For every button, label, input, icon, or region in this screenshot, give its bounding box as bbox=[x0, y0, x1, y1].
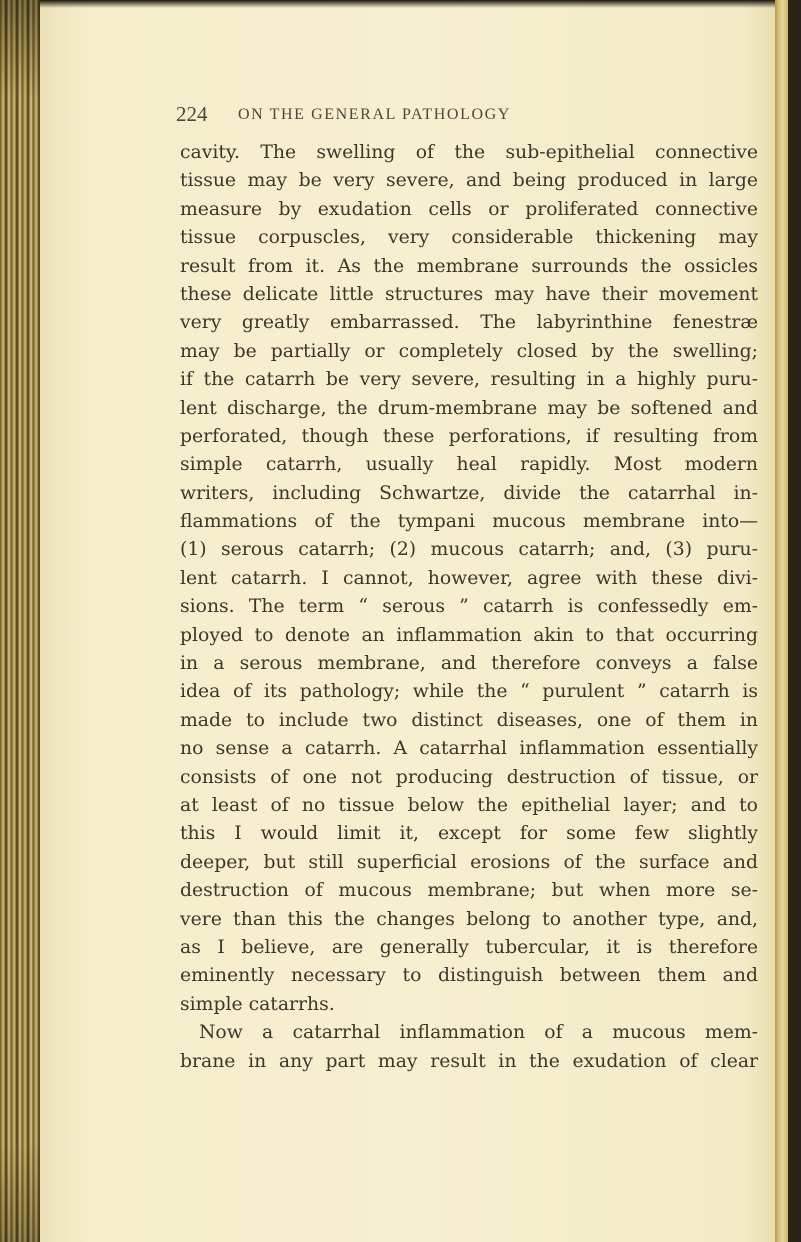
text-line: simple catarrh, usually heal rapidly. Most modern bbox=[180, 454, 758, 476]
text-line: flammations of the tympani mucous membrane into— bbox=[180, 511, 758, 533]
text-line: (1) serous catarrh; (2) mucous catarrh; and, (3) puru- bbox=[180, 539, 758, 561]
text-line: very greatly embarrassed. The labyrinthine fenestræ bbox=[180, 312, 758, 334]
text-line: idea of its pathology; while the “ purulent ” catarrh is bbox=[180, 681, 758, 703]
text-line: result from it. As the membrane surrounds the ossicles bbox=[180, 255, 758, 277]
text-line: tissue corpuscles, very considerable thickening may bbox=[180, 227, 758, 249]
text-line: as I believe, are generally tubercular, it is therefore bbox=[180, 936, 758, 958]
text-line: brane in any part may result in the exudation of clear bbox=[180, 1050, 758, 1072]
text-line: no sense a catarrh. A catarrhal inflammation essentially bbox=[180, 738, 758, 760]
text-line: destruction of mucous membrane; but when more se- bbox=[180, 880, 758, 902]
text-line: consists of one not producing destruction of tissue, or bbox=[180, 766, 758, 788]
text-line: lent discharge, the drum-membrane may be softened and bbox=[180, 397, 758, 419]
text-line: eminently necessary to distinguish between them and bbox=[180, 965, 758, 987]
running-head: ON THE GENERAL PATHOLOGY bbox=[238, 106, 511, 123]
text-line: lent catarrh. I cannot, however, agree with these divi- bbox=[180, 567, 758, 589]
text-line: Now a catarrhal inflammation of a mucous mem- bbox=[199, 1022, 758, 1044]
text-line: may be partially or completely closed by the swelling; bbox=[180, 340, 758, 362]
text-line: made to include two distinct diseases, one of them in bbox=[180, 709, 758, 731]
text-line: vere than this the changes belong to another type, and, bbox=[180, 908, 758, 930]
page-edge bbox=[775, 0, 788, 1242]
page-number: 224 bbox=[176, 102, 208, 126]
text-line: tissue may be very severe, and being produced in large bbox=[180, 170, 758, 192]
text-line: these delicate little structures may have their movement bbox=[180, 283, 758, 305]
text-line: if the catarrh be very severe, resulting in a highly puru- bbox=[180, 369, 758, 391]
text-line: at least of no tissue below the epithelial layer; and to bbox=[180, 794, 758, 816]
text-line: perforated, though these perforations, if resulting from bbox=[180, 425, 758, 447]
text-line: in a serous membrane, and therefore conveys a false bbox=[180, 653, 758, 675]
body-text bbox=[180, 139, 758, 1076]
text-line: this I would limit it, except for some few slightly bbox=[180, 823, 758, 845]
book-spine bbox=[0, 0, 40, 1242]
text-line: sions. The term “ serous ” catarrh is confessedly em- bbox=[180, 596, 758, 618]
text-line: simple catarrhs. bbox=[180, 993, 335, 1015]
text-line: deeper, but still superficial erosions of the surface and bbox=[180, 851, 758, 873]
text-line: cavity. The swelling of the sub-epithelial connective bbox=[180, 142, 758, 163]
page-header bbox=[176, 84, 696, 124]
text-line: measure by exudation cells or proliferated connective bbox=[180, 198, 758, 220]
text-line: ployed to denote an inflammation akin to that occurring bbox=[180, 624, 758, 646]
text-line: writers, including Schwartze, divide the catarrhal in- bbox=[180, 482, 758, 504]
